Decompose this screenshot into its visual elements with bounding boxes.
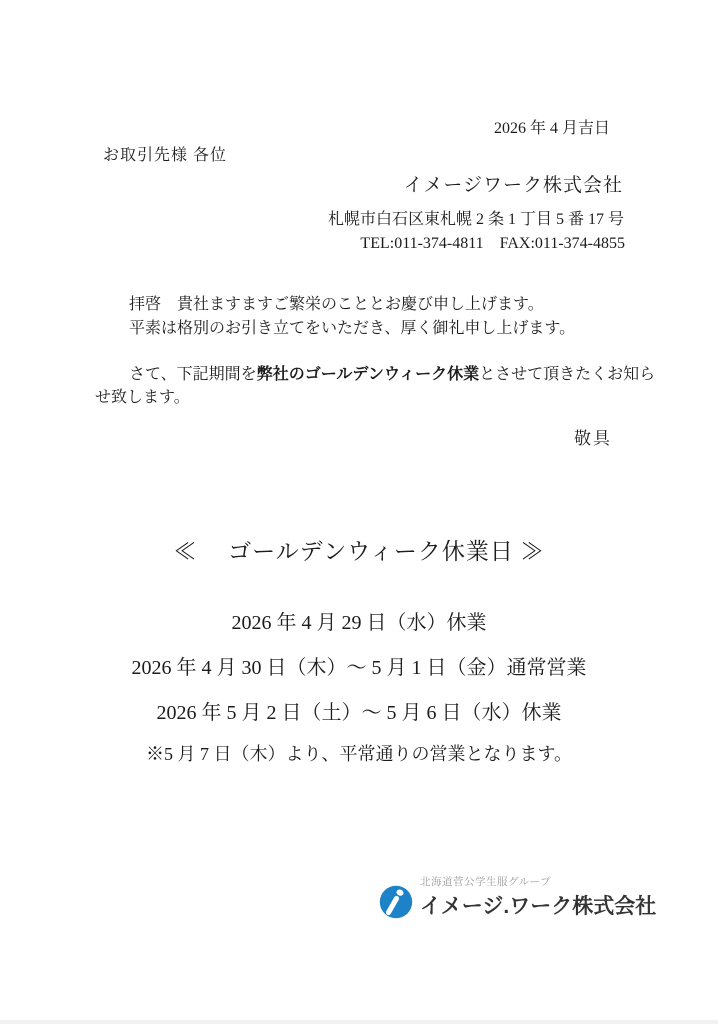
notice-title: ≪ ゴールデンウィーク休業日 ≫ (173, 539, 545, 564)
recipient: お取引先様 各位 (103, 147, 228, 164)
sender-tel-fax: TEL:011-374-4811 FAX:011-374-4855 (360, 235, 625, 252)
sender-address: 札幌市白石区東札幌 2 条 1 丁目 5 番 17 号 (327, 211, 624, 228)
body-line-1-suffix: とさせて頂きたくお知ら (479, 366, 656, 383)
sender-company-name: イメージワーク株式会社 (403, 175, 623, 196)
page-bottom-divider (0, 1020, 718, 1024)
closing-keigu: 敬具 (574, 429, 612, 448)
schedule-note: ※5 月 7 日（木）より、平常通りの営業となります。 (145, 744, 573, 764)
logo-i-circle-icon (379, 885, 413, 924)
company-logo (379, 874, 656, 924)
logo-company-name: イメージ.ワーク株式会社 (420, 895, 657, 918)
body-line-1-bold: 弊社のゴールデンウィーク休業 (256, 366, 480, 383)
letter-date: 2026 年 4 月吉日 (493, 120, 610, 137)
logo-text-block (420, 874, 656, 920)
greeting-line-1: 拝啓 貴社ますますご繁栄のこととお慶び申し上げます。 (129, 296, 544, 313)
schedule-line-2: 2026 年 4 月 30 日（木）～ 5 月 1 日（金）通常営業 (131, 657, 587, 679)
body-line-1-prefix: さて、下記期間を (129, 366, 257, 383)
greeting-line-2: 平素は格別のお引き立てをいただき、厚く御礼申し上げます。 (129, 320, 576, 337)
logo-group-name: 北海道菅公学生服グループ (420, 876, 552, 888)
body-line-2: せ致します。 (95, 389, 190, 406)
body-line-1 (129, 365, 655, 385)
schedule-line-1: 2026 年 4 月 29 日（水）休業 (231, 612, 487, 634)
schedule-line-3: 2026 年 5 月 2 日（土）～ 5 月 6 日（水）休業 (156, 702, 562, 724)
